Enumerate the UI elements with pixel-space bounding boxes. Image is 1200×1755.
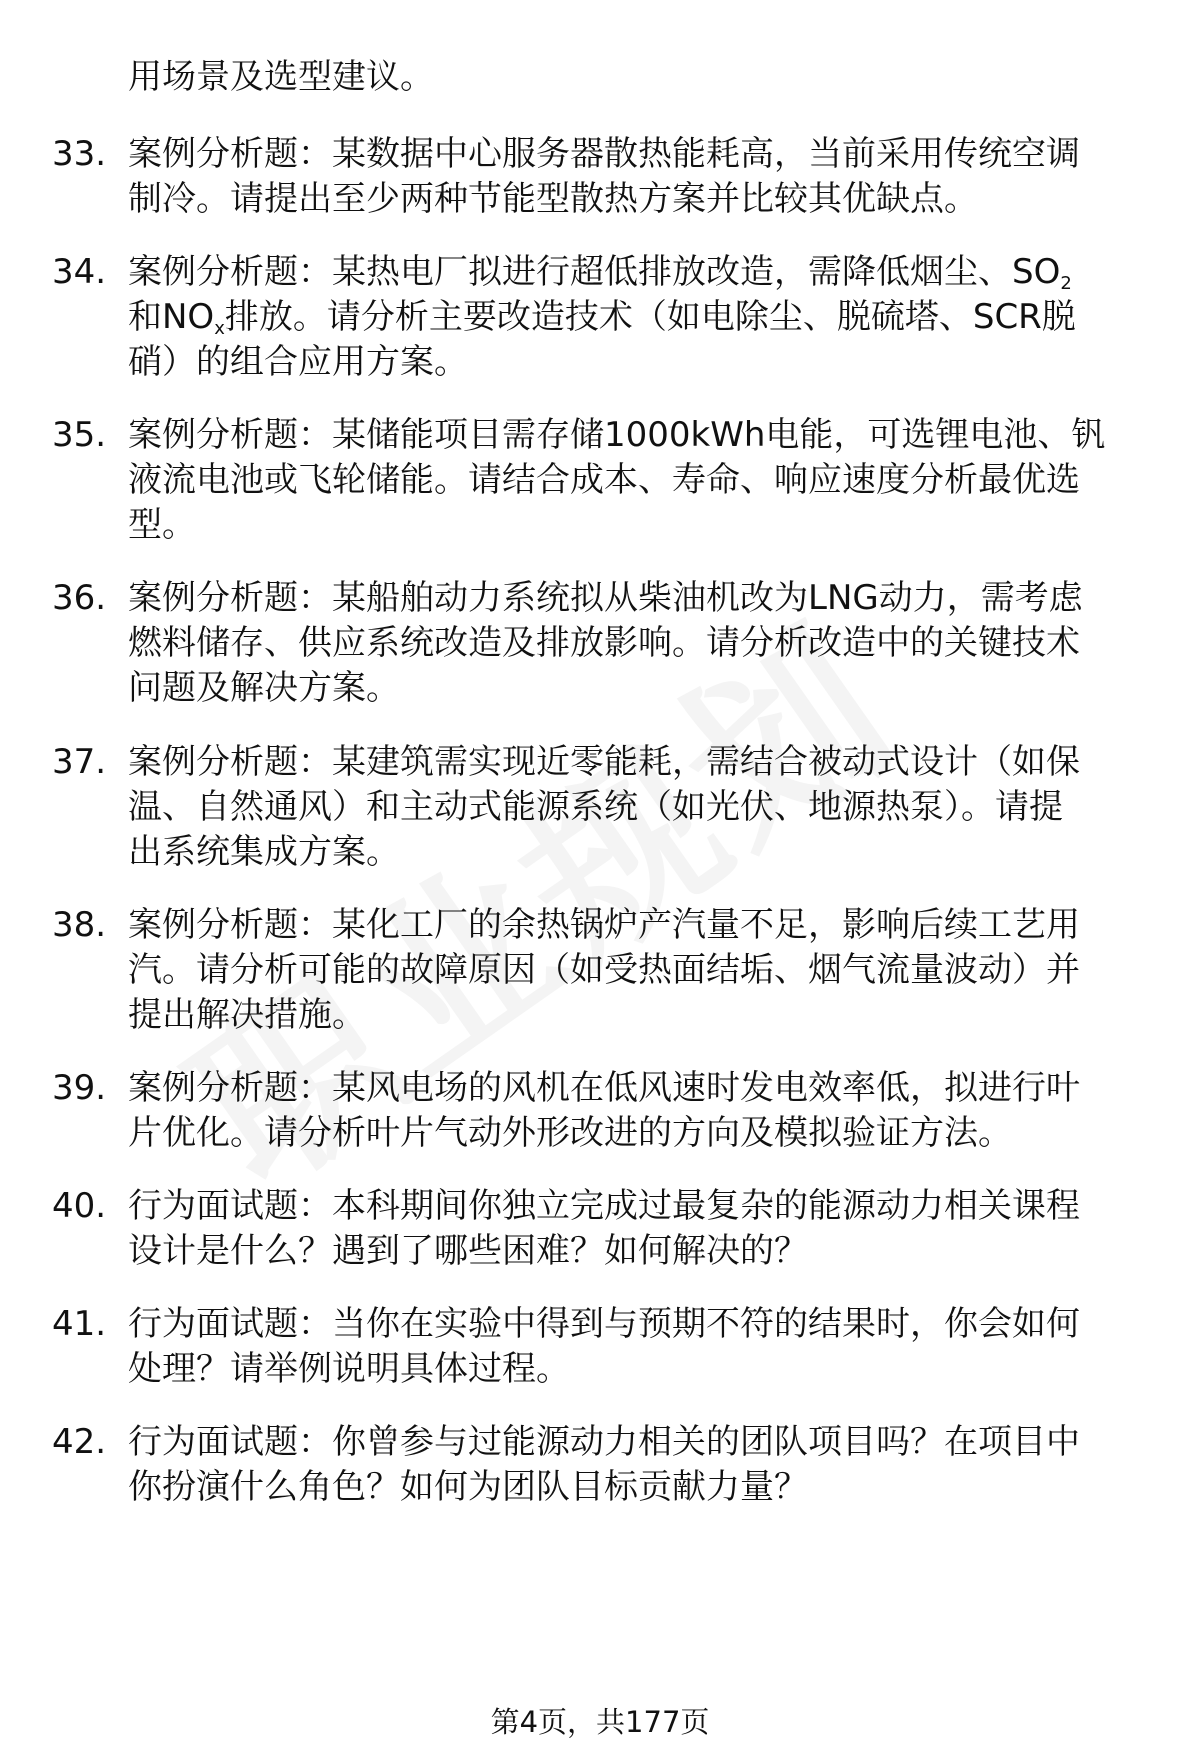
question-text-line: 处理？请举例说明具体过程。	[128, 1349, 570, 1389]
question-text-line: 行为面试题：你曾参与过能源动力相关的团队项目吗？在项目中	[128, 1422, 1080, 1462]
question-text-line: 案例分析题：某数据中心服务器散热能耗高，当前采用传统空调	[128, 134, 1080, 174]
page-number: 第4页，共177页	[490, 1705, 710, 1739]
question-text-line: 你扮演什么角色？如何为团队目标贡献力量？	[128, 1467, 808, 1507]
question-text-line: 片优化。请分析叶片气动外形改进的方向及模拟验证方法。	[128, 1113, 1012, 1153]
question-number: 33.	[52, 134, 107, 174]
question-number: 34.	[52, 252, 107, 292]
question-number: 40.	[52, 1186, 107, 1226]
question-text-line: 设计是什么？遇到了哪些困难？如何解决的？	[128, 1231, 808, 1271]
question-text-line: 行为面试题：当你在实验中得到与预期不符的结果时，你会如何	[128, 1304, 1080, 1344]
question-number: 35.	[52, 415, 107, 455]
question-text-line: 案例分析题：某化工厂的余热锅炉产汽量不足，影响后续工艺用	[128, 905, 1080, 945]
question-number: 36.	[52, 578, 107, 618]
question-number: 37.	[52, 742, 107, 782]
question-text-line: 案例分析题：某风电场的风机在低风速时发电效率低，拟进行叶	[128, 1068, 1080, 1108]
question-number: 38.	[52, 905, 107, 945]
question-text-line: 汽。请分析可能的故障原因（如受热面结垢、烟气流量波动）并	[128, 950, 1080, 990]
subscript: 2	[1060, 273, 1072, 294]
question-number: 42.	[52, 1422, 107, 1462]
question-text-line	[128, 252, 1072, 294]
question-text-line: 案例分析题：某建筑需实现近零能耗，需结合被动式设计（如保	[128, 742, 1080, 782]
question-text-part: 案例分析题：某热电厂拟进行超低排放改造，需降低烟尘、SO	[128, 252, 1061, 292]
subscript: x	[214, 318, 225, 339]
question-text-line: 案例分析题：某储能项目需存储1000kWh电能，可选锂电池、钒	[128, 415, 1106, 455]
question-text-line: 制冷。请提出至少两种节能型散热方案并比较其优缺点。	[128, 179, 978, 219]
question-text-line: 行为面试题：本科期间你独立完成过最复杂的能源动力相关课程	[128, 1186, 1080, 1226]
question-text-line: 液流电池或飞轮储能。请结合成本、寿命、响应速度分析最优选	[128, 460, 1080, 500]
question-text-line: 出系统集成方案。	[128, 832, 400, 872]
question-text-part: 排放。请分析主要改造技术（如电除尘、脱硫塔、SCR脱	[224, 297, 1076, 337]
question-text-line: 温、自然通风）和主动式能源系统（如光伏、地源热泵）。请提	[128, 787, 1063, 827]
question-text-line: 问题及解决方案。	[128, 668, 400, 708]
question-text-line: 提出解决措施。	[128, 995, 366, 1035]
question-text-part: 和NO	[128, 297, 215, 337]
intro-line: 用场景及选型建议。	[128, 57, 434, 97]
question-number: 41.	[52, 1304, 107, 1344]
question-text-line: 型。	[128, 505, 196, 545]
question-text-line: 硝）的组合应用方案。	[128, 342, 468, 382]
question-number: 39.	[52, 1068, 107, 1108]
question-text-line: 燃料储存、供应系统改造及排放影响。请分析改造中的关键技术	[128, 623, 1080, 663]
question-text-line	[128, 297, 1076, 339]
question-text-line: 案例分析题：某船舶动力系统拟从柴油机改为LNG动力，需考虑	[128, 578, 1083, 618]
